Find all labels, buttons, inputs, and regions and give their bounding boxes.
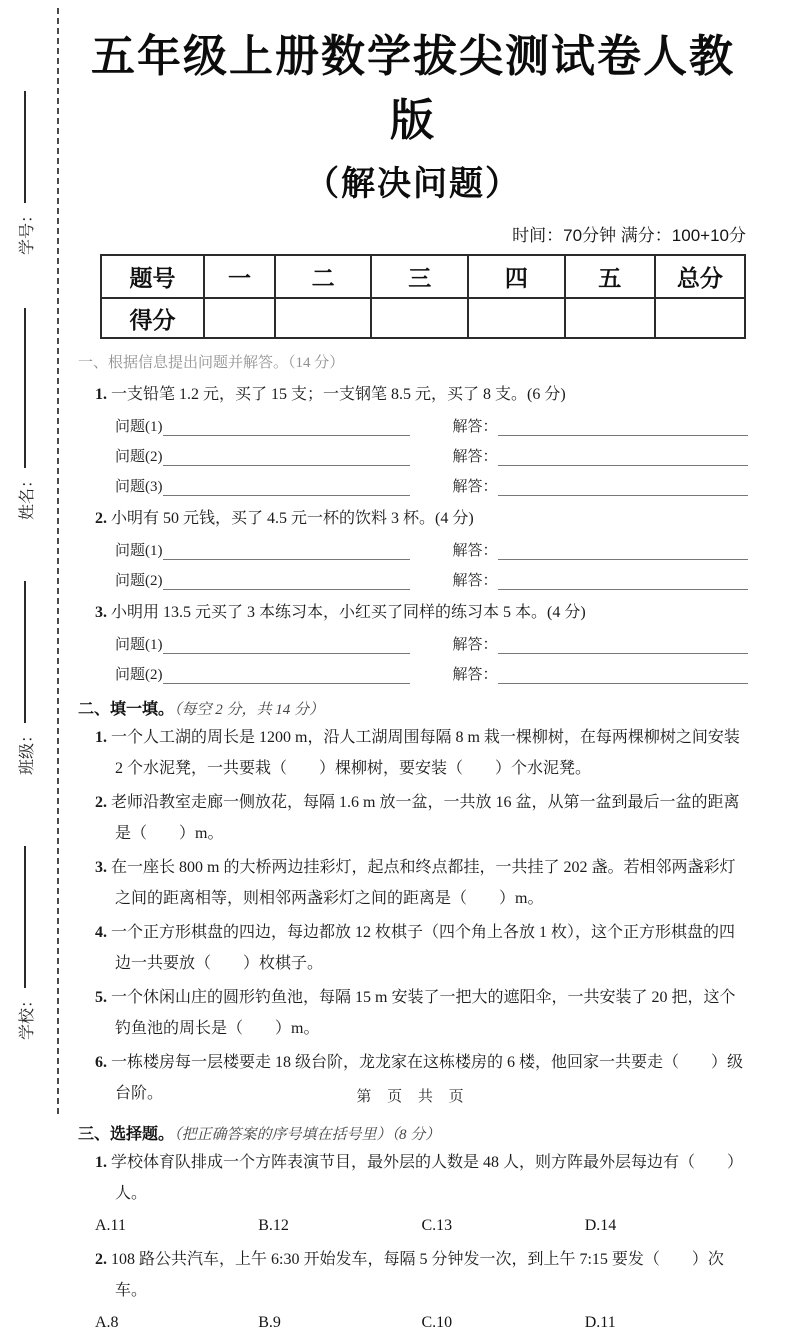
- answer-row: [78, 406, 748, 436]
- options-row: [95, 1307, 748, 1338]
- answer-blank-line: [498, 664, 748, 684]
- question-text: 一个正方形棋盘的四边，每边都放 12 枚棋子（四个角上各放 1 枚），这个正方形棋盘的四边一共要放（ ）枚棋子。: [111, 924, 736, 972]
- option-c: C.10: [421, 1314, 453, 1331]
- question-number: 2.: [95, 794, 107, 811]
- answer-row: [78, 624, 748, 654]
- section-1-heading-text: 一、根据信息提出问题并解答。: [78, 355, 289, 371]
- sidebar-field-school: [13, 830, 37, 1040]
- answer-row: [78, 654, 748, 684]
- class-label: 班级：: [18, 726, 36, 775]
- question-text: 一支铅笔 1.2 元，买了 15 支；一支钢笔 8.5 元，买了 8 支。(6 分): [111, 386, 566, 403]
- question-number: 3.: [95, 859, 107, 876]
- question: [95, 1147, 748, 1209]
- question-blank-label: 问题(1): [115, 543, 163, 559]
- option-d: D.11: [584, 1314, 616, 1331]
- sidebar-field-class: [13, 565, 37, 775]
- question-text: 一个休闲山庄的圆形钓鱼池，每隔 15 m 安装了一把大的遮阳伞，一共安装了 20 把，这个钓鱼池的周长是（ ）m。: [111, 989, 736, 1037]
- score-cell: [275, 298, 372, 338]
- exam-paper: [78, 0, 748, 1340]
- question-text: 学校体育队排成一个方阵表演节目，最外层的人数是 48 人，则方阵最外层每边有（ ）人。: [111, 1154, 744, 1202]
- score-row-label: 得分: [101, 298, 204, 338]
- answer-label: 解答：: [452, 573, 498, 589]
- score-table-col-4: 四: [468, 255, 565, 298]
- question-text: 108 路公共汽车，上午 6:30 开始发车，每隔 5 分钟发一次，到上午 7:15 要发（ ）次车。: [111, 1251, 724, 1299]
- question-number: 4.: [95, 924, 107, 941]
- class-blank-line: [24, 581, 26, 723]
- student-id-label: 学号：: [18, 206, 36, 255]
- score-cell: [565, 298, 655, 338]
- answer-blank-line: [498, 416, 748, 436]
- question-blank-line: [163, 416, 410, 436]
- student-id-blank-line: [24, 91, 26, 203]
- score-table: [100, 254, 746, 339]
- section-2-points: （每空 2 分，共 14 分）: [174, 702, 325, 718]
- question: [95, 381, 748, 404]
- option-b: B.12: [258, 1217, 289, 1234]
- school-label: 学校：: [18, 991, 36, 1040]
- score-cell: [204, 298, 275, 338]
- score-table-col-5: 五: [565, 255, 655, 298]
- answer-row: [78, 436, 748, 466]
- answer-blank-line: [498, 446, 748, 466]
- section-1: [78, 351, 748, 684]
- question-blank-line: [163, 664, 410, 684]
- answer-blank-line: [498, 570, 748, 590]
- question: [95, 1244, 748, 1306]
- question-text: 小明用 13.5 元买了 3 本练习本，小红买了同样的练习本 5 本。(4 分): [111, 604, 586, 621]
- question-number: 2.: [95, 1251, 107, 1268]
- question: [95, 852, 748, 914]
- answer-label: 解答：: [452, 479, 498, 495]
- question-text: 小明有 50 元钱，买了 4.5 元一杯的饮料 3 杯。(4 分): [111, 510, 474, 527]
- question: [95, 917, 748, 979]
- score-table-col-1: 一: [204, 255, 275, 298]
- answer-label: 解答：: [452, 543, 498, 559]
- question-number: 2.: [95, 510, 107, 527]
- question-blank-line: [163, 634, 410, 654]
- section-3-heading-text: 三、选择题。: [78, 1126, 175, 1143]
- question-blank-label: 问题(2): [115, 449, 163, 465]
- question-number: 1.: [95, 386, 107, 403]
- answer-blank-line: [498, 476, 748, 496]
- answer-label: 解答：: [452, 637, 498, 653]
- question: [95, 505, 748, 528]
- question-number: 3.: [95, 604, 107, 621]
- score-table-col-total: 总分: [655, 255, 745, 298]
- question: [95, 787, 748, 849]
- section-3: [78, 1121, 748, 1338]
- options-row: [95, 1210, 748, 1241]
- exam-meta: 时间：70分钟 满分：100+10分: [512, 226, 746, 245]
- question-number: 1.: [95, 1154, 107, 1171]
- option-c: C.13: [421, 1217, 453, 1234]
- answer-row: [78, 466, 748, 496]
- sidebar-field-student-id: [13, 75, 37, 255]
- name-blank-line: [24, 308, 26, 468]
- question-number: 1.: [95, 729, 107, 746]
- question: [95, 982, 748, 1044]
- question-number: 6.: [95, 1054, 107, 1071]
- question-text: 老师沿教室走廊一侧放花，每隔 1.6 m 放一盆，一共放 16 盆，从第一盆到最后一盆的距离是（ ）m。: [111, 794, 740, 842]
- answer-row: [78, 530, 748, 560]
- score-cell: [468, 298, 565, 338]
- section-3-points: （把正确答案的序号填在括号里）（8 分）: [174, 1127, 441, 1143]
- question-blank-line: [163, 476, 410, 496]
- sidebar-field-name: [13, 290, 37, 520]
- score-table-col-2: 二: [275, 255, 372, 298]
- page-title: 五年级上册数学拔尖测试卷人教版: [91, 32, 735, 145]
- question-text: 在一座长 800 m 的大桥两边挂彩灯，起点和终点都挂，一共挂了 202 盏。若相邻两盏彩灯之间的距离相等，则相邻两盏彩灯之间的距离是（ ）m。: [111, 859, 736, 907]
- question: [95, 599, 748, 622]
- option-b: B.9: [258, 1314, 281, 1331]
- score-table-col-3: 三: [371, 255, 468, 298]
- section-2-heading-text: 二、填一填。: [78, 701, 175, 718]
- section-3-heading: [78, 1121, 748, 1144]
- question-blank-line: [163, 446, 410, 466]
- section-2: [78, 696, 748, 1109]
- score-cell: [371, 298, 468, 338]
- question-text: 一栋楼房每一层楼要走 18 级台阶，龙龙家在这栋楼房的 6 楼，他回家一共要走（ ）级台阶。: [111, 1054, 744, 1102]
- score-cell: [655, 298, 745, 338]
- school-blank-line: [24, 846, 26, 988]
- question-text: 一个人工湖的周长是 1200 m，沿人工湖周围每隔 8 m 栽一棵柳树，在每两棵柳树之间安装 2 个水泥凳，一共要栽（ ）棵柳树，要安装（ ）个水泥凳。: [111, 729, 740, 777]
- question-number: 5.: [95, 989, 107, 1006]
- option-a: A.11: [95, 1217, 126, 1234]
- answer-label: 解答：: [452, 667, 498, 683]
- answer-blank-line: [498, 634, 748, 654]
- question-blank-label: 问题(1): [115, 419, 163, 435]
- answer-label: 解答：: [452, 419, 498, 435]
- question-blank-line: [163, 540, 410, 560]
- page-subtitle: （解决问题）: [305, 165, 521, 203]
- question-blank-line: [163, 570, 410, 590]
- question-blank-label: 问题(3): [115, 479, 163, 495]
- question-blank-label: 问题(2): [115, 667, 163, 683]
- question-blank-label: 问题(2): [115, 573, 163, 589]
- option-a: A.8: [95, 1314, 119, 1331]
- name-label: 姓名：: [18, 471, 36, 520]
- score-table-corner: 题号: [101, 255, 204, 298]
- answer-label: 解答：: [452, 449, 498, 465]
- answer-blank-line: [498, 540, 748, 560]
- option-d: D.14: [584, 1217, 617, 1234]
- section-2-heading: [78, 696, 748, 719]
- answer-row: [78, 560, 748, 590]
- cut-dashed-line: [57, 8, 59, 1114]
- section-1-points: （14 分）: [288, 355, 345, 371]
- section-1-heading: [78, 351, 748, 372]
- question-blank-label: 问题(1): [115, 637, 163, 653]
- question: [95, 722, 748, 784]
- page-footer: 第 页 共 页: [356, 1089, 470, 1105]
